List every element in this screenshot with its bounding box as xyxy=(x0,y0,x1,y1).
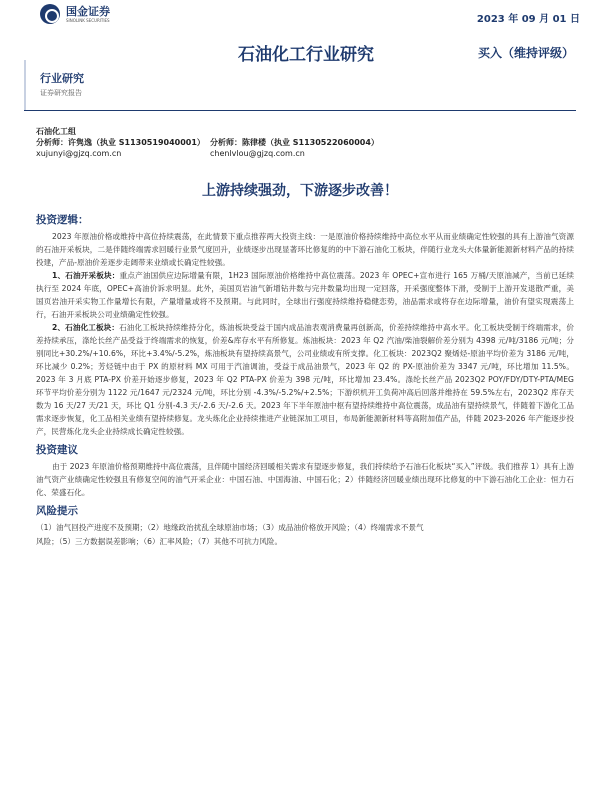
analyst-2-email[interactable]: chenlvlou@gjzq.com.cn xyxy=(210,149,305,158)
report-title: 石油化工行业研究 xyxy=(238,45,374,65)
report-body xyxy=(36,212,574,549)
downstream-lead: 2、石油化工板块： xyxy=(52,323,120,332)
section-title-risk: 风险提示 xyxy=(36,505,78,517)
brand-sub: SINOLINK SECURITIES xyxy=(66,17,110,23)
analyst-group: 石油化工组 xyxy=(36,127,76,136)
header-divider xyxy=(24,110,576,111)
header-strip xyxy=(24,60,26,110)
downstream-text: 石油化工板块持续维持分化，炼油板块受益于国内成品油表观消费量再创新高，价差持续维持中高水平。化工板块受制于终端需求，价差持续承压，涤纶长丝产品受益于终端需求的恢复，价差&库存水平有所修复。炼油板块：2023 年 Q2 汽油/柴油裂解价差分别为 4398 元/吨/3186 元/吨；分别同比+30.2%/+10.6%，环比+3.4%/-5.2%，炼油板块有望持续高景气，公司业绩或有所支撑。化工板块：2023Q2 聚烯烃-原油平均价差为 3186 元/吨，环比减少 0.2%；芳烃链中由于 PX 的原材料 MX 可用于汽油调油，受益于成品油景气，2023 年 Q2 的 PX-原油价差为 3347 元/吨，环比增加 11.5%。2023 年 3 月底 PTA-PX 价差开始逐步修复，2023 年 Q2 PTA-PX 价差为 398 元/吨，环比增加 23.4%。涤纶长丝产品 2023Q2 POY/FDY/DTY-PTA/MEG 环节平均价差分别为 1122 元/1647 元/2324 元/吨，环比分别 -4.3%/-5.2%/+2.5%；下游织机开工负荷冲高后回落并维持在 59.5%左右，2023Q2 库存天数为 16 天/27 天/21 天，环比 Q1 分别-4.3 天/-2.6 天/-2.6 天。2023 年下半年原油中枢有望持续维持中高位震荡，成品油有望持续景气，伴随着下游化工品需求逐步恢复，化工品相关业绩有望持续修复。龙头炼化企业持续推进产业链深加工项目，布局新能源新材料等高附加值产品，伴随 2023-2026 年产能逐步投产，民营炼化龙头企业持续成长确定性较强。 xyxy=(36,323,574,436)
report-headline: 上游持续强劲，下游逐步改善！ xyxy=(202,183,398,199)
risk-line-1: （1）油气回投产进度不及预期；（2）地缘政治扰乱全球原油市场；（3）成品油价格放开风险；（4）终端需求不景气 xyxy=(36,523,424,532)
upstream-lead: 1、石油开采板块： xyxy=(52,271,120,280)
analyst-2-name: 分析师：陈律楼（执业 S1130522060004） xyxy=(210,138,379,147)
brand-logo xyxy=(40,4,110,24)
rating-badge: 买入（维持评级） xyxy=(478,46,575,60)
section-title-suggestion: 投资建议 xyxy=(36,444,78,456)
logic-paragraph-upstream xyxy=(36,269,574,321)
suggestion-paragraph: 由于 2023 年原油价格预期维持中高位震荡，且伴随中国经济回暖相关需求有望逐步修复，我们持续给予石油石化板块“买入”评级。我们推荐 1）具有上游油气资产业绩确定性较强且有修复空间的油气开采企业：中国石油、中国海油、中国石化；2）伴随经济回暖业绩出现环比修复的中下游石油化工企业：恒力石化、荣盛石化。 xyxy=(36,462,574,497)
brand-name: 国金证券 xyxy=(66,4,110,18)
upstream-text: 重点产油国供应边际增量有限，1H23 国际原油价格维持中高位震荡。2023 年 OPEC+宣布进行 165 万桶/天原油减产，当前已延续执行至 2024 年底，OPEC+高油价诉求明显。此外，美国页岩油气新增钻井数与完井数量均出现一定回落，开采强度整体下滑，受制于上游开发退散严重，美国页岩油开采实物工作量增长有限，产量增量或将不及预期。与此同时，全球出行强度持续维持稳健恋势，油品需求或将存在边际增量，油价有望实现震荡上行，石油开采板块公司业绩确定性较强。 xyxy=(36,271,574,319)
logic-paragraph-downstream xyxy=(36,321,574,438)
report-date: 2023 年 09 月 01 日 xyxy=(476,14,580,25)
report-type: 证券研究报告 xyxy=(40,89,82,97)
analyst-emails-row xyxy=(36,148,576,159)
report-header xyxy=(0,0,600,120)
analyst-block xyxy=(36,126,576,159)
analyst-names-row xyxy=(36,137,576,148)
industry-label: 行业研究 xyxy=(40,72,84,85)
analyst-1-email[interactable]: xujunyi@gjzq.com.cn xyxy=(36,149,122,158)
sinolink-logo-icon xyxy=(40,4,60,24)
logic-paragraph-intro: 2023 年原油价格或维持中高位持续震荡，在此情景下重点推荐两大投资主线：一是原油价格持续维持中高位水平从而业绩确定性较强的具有上游油气资源的石油开采板块，二是伴随终端需求回暖行业景气度回升，业绩逐步出现显著环比修复的的中下游石油化工板块，伴随行业龙头大体量新能源新材料产品的持续投建，产品-原油价差逐步走阔带来业绩或长确定性较强。 xyxy=(36,232,574,267)
analyst-1-name: 分析师：许隽逸（执业 S1130519040001） xyxy=(36,138,205,147)
risk-line-2: 风险；（5）三方数据误差影响；（6）汇率风险；（7）其他不可抗力风险。 xyxy=(36,537,283,546)
section-title-logic: 投资逻辑： xyxy=(36,214,89,226)
